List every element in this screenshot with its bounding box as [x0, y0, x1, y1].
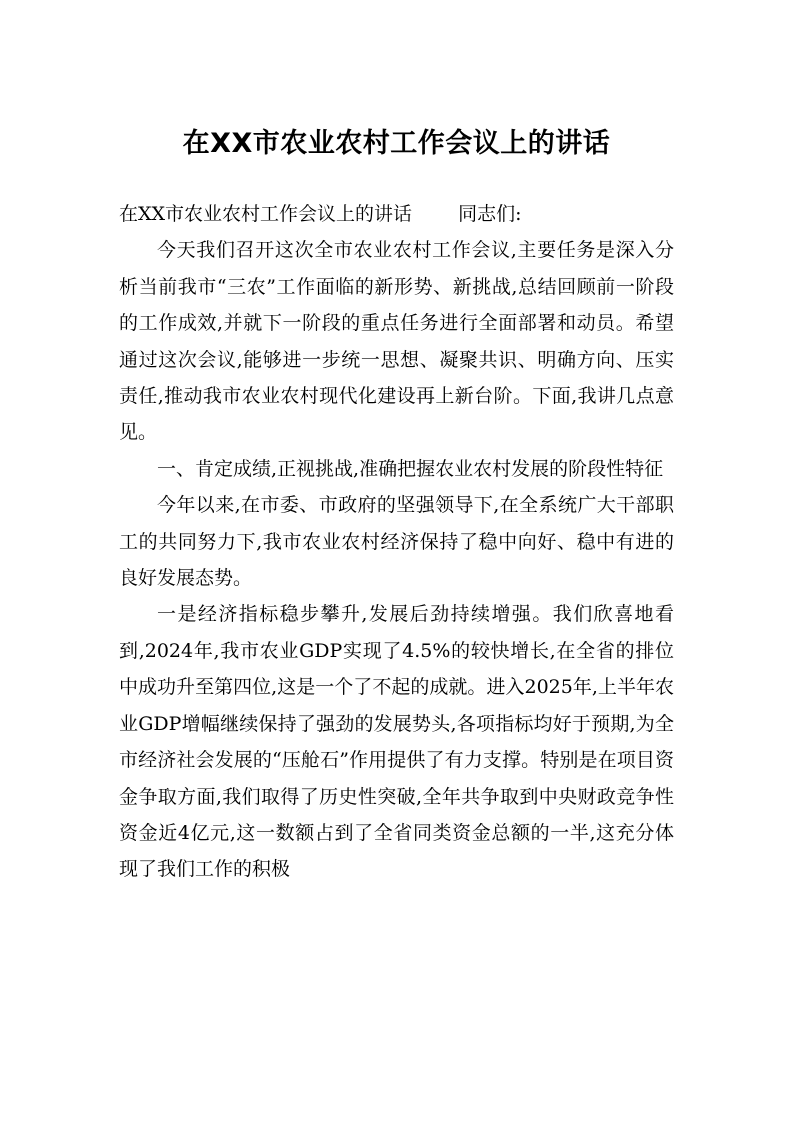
paragraph-point-1: 一是经济指标稳步攀升,发展后劲持续增强。我们欣喜地看到,2024年,我市农业GDP实现了4.5%的较快增长,在全省的排位中成功升至第四位,这是一个了不起的成就。进入2025年,上半年农业GDP增幅继续保持了强劲的发展势头,各项指标均好于预期,为全市经济社会发展的“压舱石”作用提供了有力支撑。特别是在项目资金争取方面,我们取得了历史性突破,全年共争取到中央财政竞争性资金近4亿元,这一数额占到了全省同类资金总额的一半,这充分体现了我们工作的积极	[119, 603, 674, 881]
document-title: 在XX市农业农村工作会议上的讲话	[182, 128, 611, 159]
paragraph-intro: 今天我们召开这次全市农业农村工作会议,主要任务是深入分析当前我市“三农”工作面临的新形势、新挑战,总结回顾前一阶段的工作成效,并就下一阶段的重点任务进行全面部署和动员。希望通过这次会议,能够进一步统一思想、凝聚共识、明确方向、压实责任,推动我市农业农村现代化建设再上新台阶。下面,我讲几点意见。	[119, 239, 674, 444]
subtitle-line: 在XX市农业农村工作会议上的讲话	[119, 203, 413, 225]
salutation: 同志们:	[458, 203, 522, 225]
document-body	[119, 196, 674, 888]
section-heading-1: 一、肯定成绩,正视挑战,准确把握农业农村发展的阶段性特征	[157, 457, 664, 480]
paragraph-overview: 今年以来,在市委、市政府的坚强领导下,在全系统广大干部职工的共同努力下,我市农业农村经济保持了稳中向好、稳中有进的良好发展态势。	[119, 494, 674, 590]
opening-line	[119, 196, 674, 232]
